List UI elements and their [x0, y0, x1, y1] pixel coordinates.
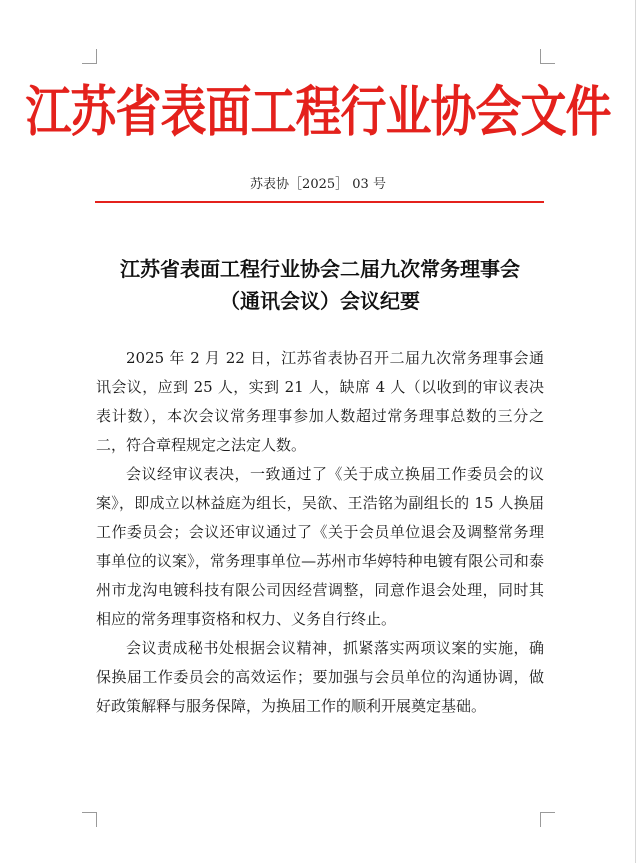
- paragraph-attendance: 2025 年 2 月 22 日，江苏省表协召开二届九次常务理事会通讯会议，应到 25 人，实到 21 人，缺席 4 人（以收到的审议表决表计数），本次会议常务理事参加人数超过常务理事总数的三分之二，符合章程规定之法定人数。: [96, 349, 544, 454]
- document-header-title: 江苏省表面工程行业协会文件: [25, 79, 611, 144]
- meeting-title-line-2: （通讯会议）会议纪要: [220, 289, 420, 313]
- crop-mark-top-right: [540, 49, 555, 64]
- red-divider-line: [95, 201, 544, 203]
- paragraph-instructions: 会议责成秘书处根据会议精神，抓紧落实两项议案的实施，确保换届工作委员会的高效运作；要加强与会员单位的沟通协调，做好政策解释与服务保障，为换届工作的顺利开展奠定基础。: [96, 639, 544, 715]
- crop-mark-top-left: [82, 49, 97, 64]
- meeting-title-line-1: 江苏省表面工程行业协会二届九次常务理事会: [120, 257, 520, 281]
- document-body: [96, 344, 544, 721]
- crop-mark-bottom-left: [82, 812, 97, 827]
- paragraph-resolutions: 会议经审议表决，一致通过了《关于成立换届工作委员会的议案》，即成立以林益庭为组长，吴欲、王浩铭为副组长的 15 人换届工作委员会；会议还审议通过了《关于会员单位退会及调整常务理事单位的议案》，常务理事单位—苏州市华婷特种电镀有限公司和泰州市龙沟电镀科技有限公司因经营调整，同意作退会处理，同时其相应的常务理事资格和权力、义务自行终止。: [96, 465, 544, 628]
- crop-mark-bottom-right: [540, 812, 555, 827]
- document-number: 苏表协［2025］ 03 号: [250, 177, 386, 192]
